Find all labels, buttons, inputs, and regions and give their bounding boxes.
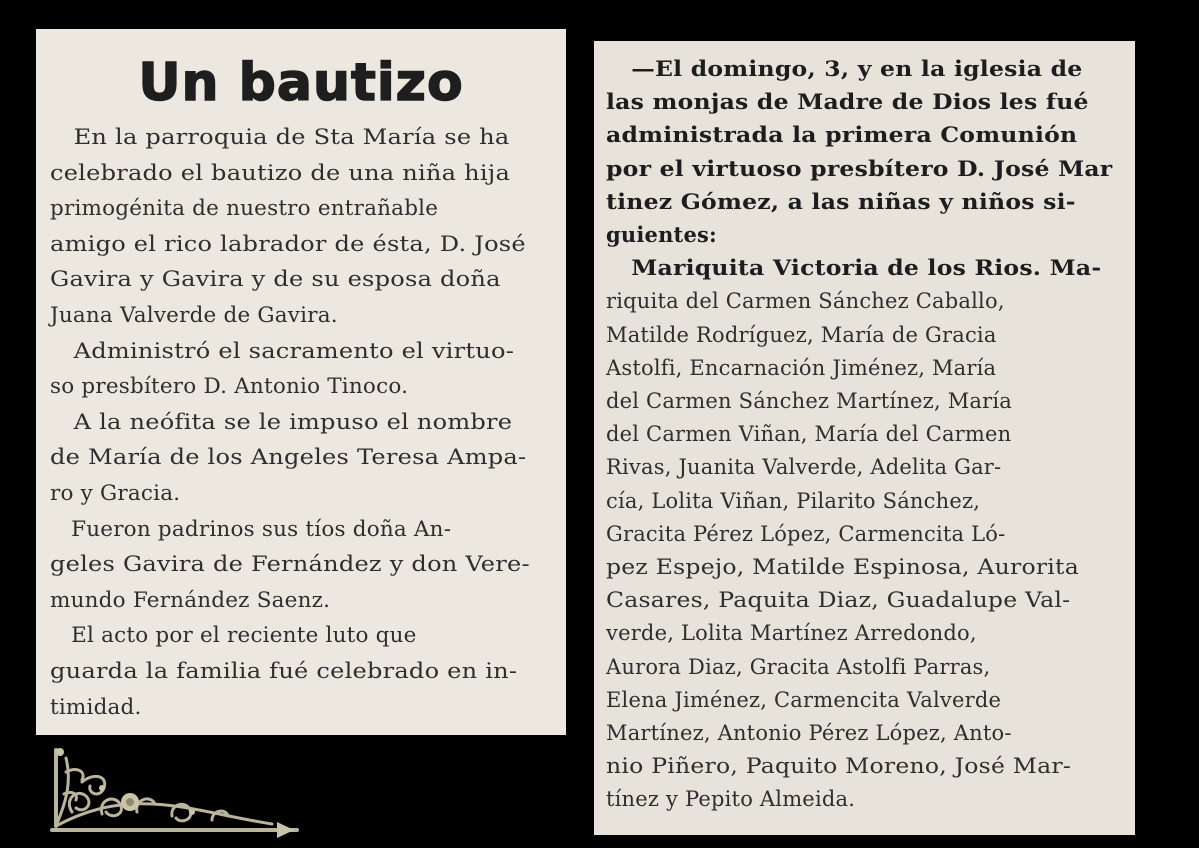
text-line: Rivas, Juanita Valverde, Adelita Gar-	[606, 455, 1002, 480]
text-line: tinez Gómez, a las niñas y niños si-	[606, 188, 1076, 214]
text-line: guarda la familia fué celebrado en in-	[50, 659, 518, 684]
text-line: Martínez, Antonio Pérez López, Anto-	[606, 721, 1012, 745]
text-line: Matilde Rodríguez, María de Gracia	[606, 322, 997, 347]
text-line: —El domingo, 3, y en la iglesia de	[606, 56, 1083, 81]
text-line: so presbítero D. Antonio Tinoco.	[50, 374, 409, 400]
text-line: amigo el rico labrador de ésta, D. José	[50, 231, 526, 257]
text-line: Aurora Diaz, Gracita Astolfi Parras,	[606, 654, 991, 679]
text-line: del Carmen Viñan, María del Carmen	[606, 422, 1012, 447]
text-line: A la neófita se le impuso el nombre	[50, 409, 513, 435]
text-line: celebrado el bautizo de una niña hija	[50, 160, 511, 186]
text-line: Juana Valverde de Gavira.	[50, 303, 338, 328]
headline: Un bautizo	[138, 53, 464, 113]
text-line: En la parroquia de Sta María se ha	[50, 125, 510, 150]
text-line: mundo Fernández Saenz.	[50, 587, 331, 613]
text-line: administrada la primera Comunión	[606, 122, 1078, 148]
text-line: cía, Lolita Viñan, Pilarito Sánchez,	[606, 488, 981, 513]
text-line: nio Piñero, Paquito Moreno, José Mar-	[606, 754, 1071, 779]
text-line: Gracita Pérez López, Carmencita Ló-	[606, 521, 1006, 546]
text-line: Elena Jiménez, Carmencita Valverde	[606, 687, 1002, 712]
clipping-primera-comunion	[594, 41, 1135, 835]
text-line: Fueron padrinos sus tíos doña An-	[50, 516, 452, 542]
text-line: del Carmen Sánchez Martínez, María	[606, 389, 1012, 413]
text-line: de María de los Angeles Teresa Ampa-	[50, 445, 527, 471]
text-line: Gavira y Gavira y de su esposa doña	[50, 267, 501, 293]
text-line: las monjas de Madre de Dios les fué	[606, 89, 1089, 115]
text-line: primogénita de nuestro entrañable	[50, 196, 439, 222]
text-line: Astolfi, Encarnación Jiménez, María	[606, 355, 997, 380]
text-line: Casares, Paquita Diaz, Guadalupe Val-	[606, 588, 1071, 613]
text-line: pez Espejo, Matilde Espinosa, Aurorita	[606, 555, 1079, 579]
text-line: ro y Gracia.	[50, 481, 181, 506]
text-line: verde, Lolita Martínez Arredondo,	[606, 621, 977, 646]
clipping-un-bautizo	[36, 29, 566, 735]
text-line: tínez y Pepito Almeida.	[606, 787, 856, 812]
text-line: riquita del Carmen Sánchez Caballo,	[606, 289, 1005, 314]
text-line: Administró el sacramento el virtuo-	[50, 338, 515, 364]
text-line: geles Gavira de Fernández y don Vere-	[50, 552, 530, 578]
text-line: Mariquita Victoria de los Rios. Ma-	[606, 255, 1102, 281]
text-line: por el virtuoso presbítero D. José Mar	[606, 155, 1113, 181]
vintage-corner-ornament-icon	[42, 742, 307, 838]
text-line: El acto por el reciente luto que	[50, 623, 417, 649]
text-line: guientes:	[606, 222, 717, 247]
text-line: timidad.	[50, 694, 142, 720]
